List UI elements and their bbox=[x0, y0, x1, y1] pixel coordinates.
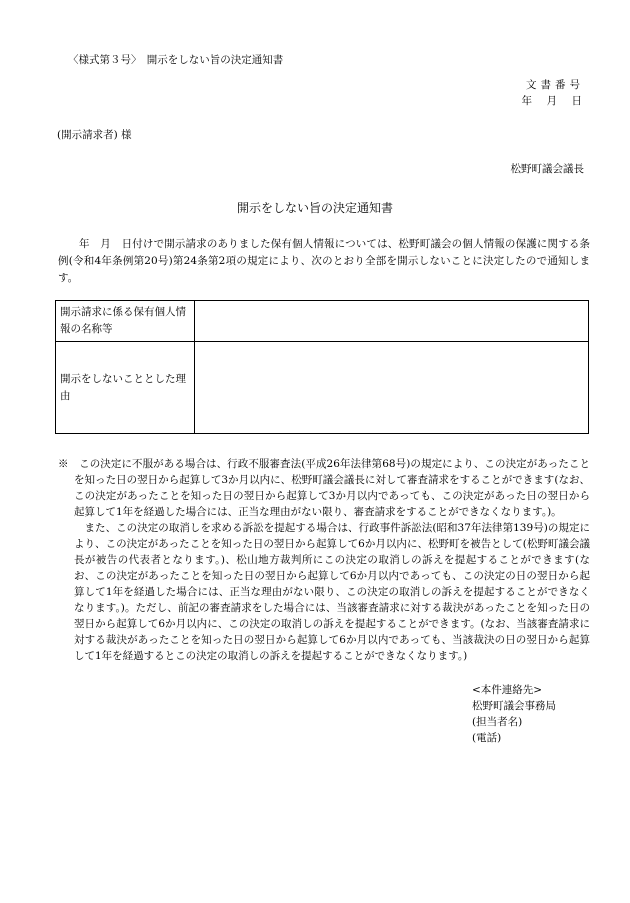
note-paragraph-review: ※ この決定に不服がある場合は、行政不服審査法(平成26年法律第68号)の規定により、この決定があったことを知った日の翌日から起算して3か月以内に、松野町議会議長に対して審査請求をすることができます(なお、この決定があったことを知った日の翌日から起算して3か月以内であっても、この決定があった日の翌日から起算して1年を経過した場合には、正当な理由がない限り、審査請求をすることができなくなります。)。 bbox=[58, 458, 590, 518]
document-date-label: 年 月 日 bbox=[521, 95, 584, 107]
table-label-reason: 開示をしないこととした理由 bbox=[56, 342, 195, 434]
table-value-info-name bbox=[195, 301, 589, 342]
contact-phone: (電話) bbox=[472, 732, 502, 744]
addressee: (開示請求者) 様 bbox=[57, 129, 132, 141]
issuer: 松野町議会議長 bbox=[510, 163, 584, 175]
table-row bbox=[56, 342, 589, 434]
contact-block bbox=[472, 682, 556, 746]
document-number-label: 文書番号 bbox=[526, 79, 584, 91]
info-table bbox=[55, 300, 589, 434]
notice-body: 年 月 日付けで開示請求のありました保有個人情報については、松野町議会の個人情報の保護に関する条例(令和4年条例第20号)第24条第2項の規定により、次のとおり全部を開示しないことに決定したので通知します。 bbox=[58, 238, 590, 284]
appeal-notes bbox=[58, 456, 590, 664]
table-label-info-name: 開示請求に係る保有個人情報の名称等 bbox=[56, 301, 195, 342]
form-number: 〈様式第３号〉 開示をしない旨の決定通知書 bbox=[68, 54, 284, 66]
table-row bbox=[56, 301, 589, 342]
contact-office: 松野町議会事務局 bbox=[472, 700, 556, 712]
contact-person: (担当者名) bbox=[472, 716, 523, 728]
contact-heading: <本件連絡先> bbox=[472, 684, 543, 696]
table-value-reason bbox=[195, 342, 589, 434]
note-paragraph-lawsuit: また、この決定の取消しを求める訴訟を提起する場合は、行政事件訴訟法(昭和37年法律第139号)の規定により、この決定があったことを知った日の翌日から起算して6か月以内に、松野町を被告として(松野町議会議長が被告の代表者となります。)、松山地方裁判所にこの決定の取消しの訴えを提起することができます(なお、この決定があったことを知った日の翌日から起算して6か月以内であっても、この決定の日の翌日から起算して1年を経過した場合には、正当な理由がない限り、この決定の取消しの訴えを提起することができなくなります。)。ただし、前記の審査請求をした場合には、当該審査請求に対する裁決があったことを知った日の翌日から起算して6か月以内に、この決定の取消しの訴えを提起することができます。(なお、当該審査請求に対する裁決があったことを知った日の翌日から起算して6か月以内であっても、当該裁決の日の翌日から起算して1年を経過するとこの決定の取消しの訴えを提起することができなくなります。) bbox=[74, 522, 590, 662]
document-title: 開示をしない旨の決定通知書 bbox=[236, 201, 393, 215]
